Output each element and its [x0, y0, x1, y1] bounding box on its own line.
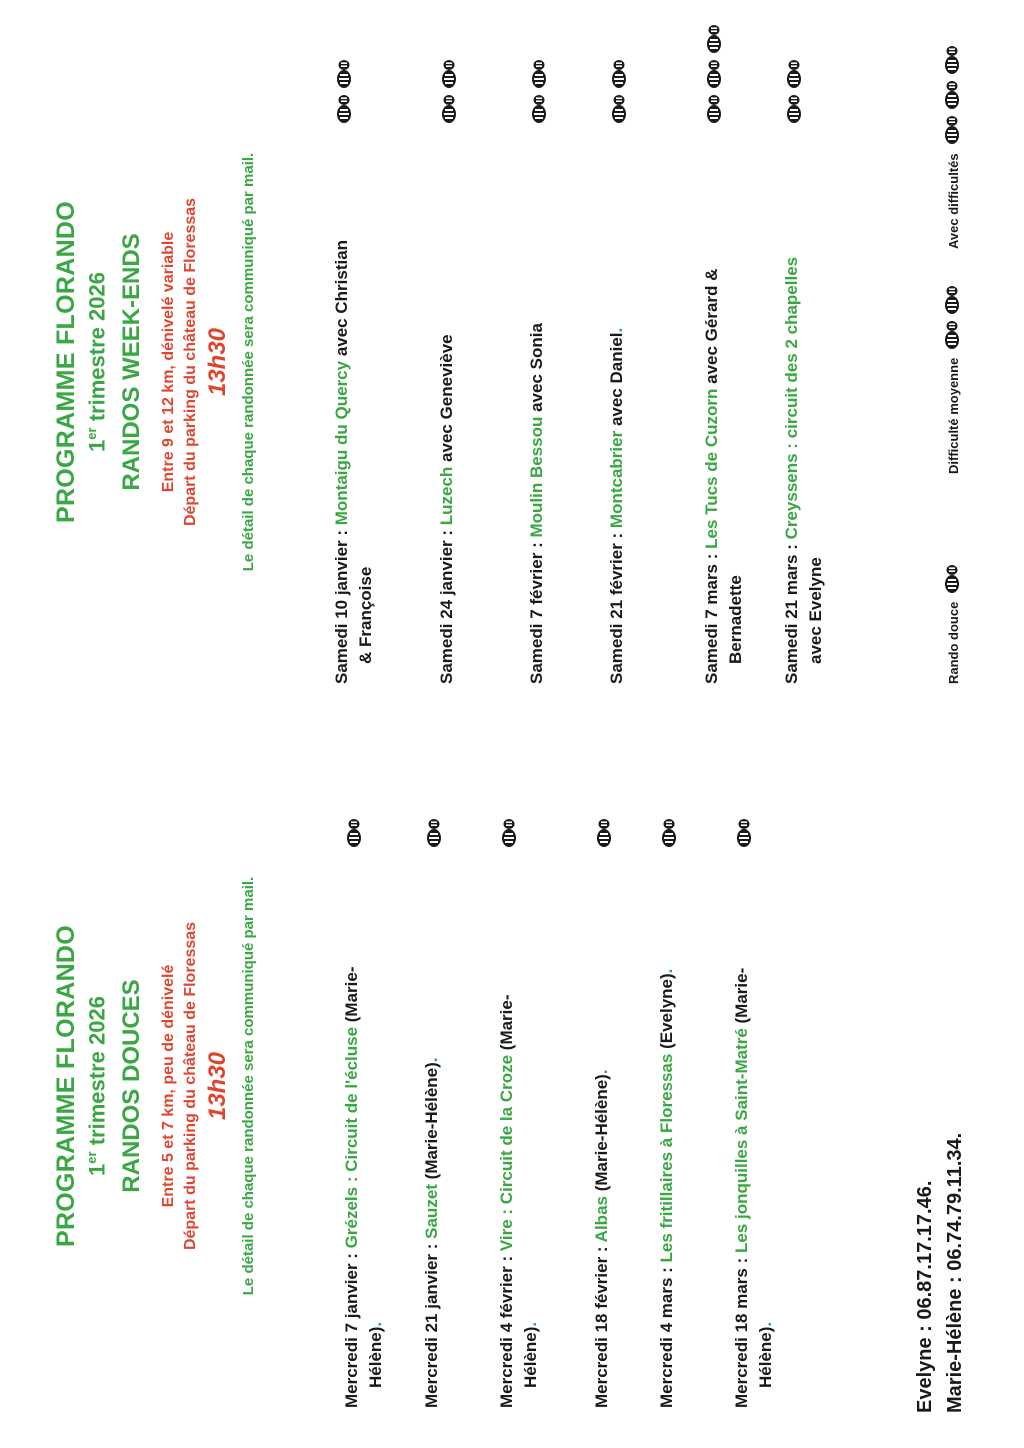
hike-line-2: [364, 868, 388, 1408]
hike-line: [730, 868, 754, 1408]
shoe-print-icon: [437, 94, 461, 124]
hike-place: Creyssens : circuit des 2 chapelles: [782, 256, 801, 540]
hike-leader: avec Sonia: [527, 323, 546, 417]
difficulty-shoes: [732, 813, 761, 848]
shoe-print-icon: [940, 45, 964, 75]
hike-place: Sauzet: [422, 1184, 441, 1239]
hike-leader-cont: Hélène): [756, 1326, 775, 1388]
hike-leader: (Marie-Hélène): [422, 1062, 441, 1185]
hike-leader-cont: & Françoise: [356, 566, 375, 664]
legend-shoes: [940, 280, 967, 350]
hike-line: [340, 868, 364, 1408]
shoe-print-icon: [702, 94, 726, 124]
hike-line-2: [804, 144, 828, 684]
difficulty-shoes: [657, 813, 686, 848]
shoe-print-icon: [782, 94, 806, 124]
hike-place: Les fritillaires à Floressas: [657, 1053, 676, 1263]
hike-leader: avec Christian: [332, 239, 351, 361]
program-title: PROGRAMME FLORANDO: [52, 200, 80, 524]
hike-date: Mercredi 4 mars :: [657, 1262, 676, 1408]
hike-place: Les Tucs de Cuzorn: [702, 388, 721, 549]
contact-evelyne: Evelyne : 06.87.17.17.46.: [914, 1180, 936, 1413]
hike-place: Montcabrier: [607, 430, 626, 529]
hike-date: Mercredi 7 janvier :: [342, 1248, 361, 1408]
contacts: [910, 1133, 970, 1413]
departure-info: Départ du parking du château de Floressas: [182, 921, 199, 1251]
section-heading: RANDOS DOUCES: [118, 979, 145, 1193]
hike-entry: [435, 144, 459, 684]
mail-note: Le détail de chaque randonnée sera communiqué par mail.: [240, 876, 257, 1296]
departure-time: 13h30: [204, 327, 231, 397]
shoe-print-icon: [702, 59, 726, 89]
hike-entry: [525, 144, 549, 684]
distance-info: Entre 5 et 7 km, peu de dénivelé: [160, 964, 177, 1208]
shoe-print-icon: [940, 285, 964, 315]
hike-entry: [340, 868, 388, 1408]
hike-date: Samedi 7 mars :: [702, 548, 721, 684]
hike-entry: [330, 144, 378, 684]
difficulty-shoes: [702, 19, 731, 124]
hike-end: .: [607, 327, 626, 333]
hike-entry: [495, 868, 543, 1408]
hike-entry: [655, 868, 679, 1408]
shoe-print-icon: [332, 94, 356, 124]
shoe-print-icon: [657, 818, 681, 848]
difficulty-shoes: [782, 54, 811, 124]
shoe-print-icon: [422, 818, 446, 848]
hike-leader-cont: Hélène): [366, 1326, 385, 1388]
shoe-print-icon: [940, 320, 964, 350]
hike-entry: [605, 144, 629, 684]
shoe-print-icon: [607, 59, 631, 89]
hike-date: Samedi 24 janvier :: [437, 525, 456, 684]
hike-end: .: [657, 968, 676, 974]
shoe-print-icon: [940, 115, 964, 145]
shoe-print-icon: [782, 59, 806, 89]
difficulty-shoes: [437, 54, 466, 124]
shoe-print-icon: [732, 818, 756, 848]
difficulty-shoes: [592, 813, 621, 848]
hike-line-2: [519, 868, 543, 1408]
hike-line-2: [724, 144, 748, 684]
hike-leader-cont: Bernadette: [726, 575, 745, 664]
hike-date: Samedi 10 janvier :: [332, 525, 351, 684]
difficulty-shoes: [332, 54, 361, 124]
hike-leader: avec Daniel: [607, 332, 626, 431]
legend-easy: [940, 559, 967, 684]
shoe-print-icon: [342, 818, 366, 848]
hike-leader-cont: avec Evelyne: [806, 557, 825, 664]
hike-entry: [780, 144, 828, 684]
hike-line: [590, 868, 614, 1408]
shoe-print-icon: [592, 818, 616, 848]
shoe-print-icon: [940, 80, 964, 110]
hike-place: Montaigu du Quercy: [332, 360, 351, 526]
shoe-print-icon: [527, 59, 551, 89]
hike-line-2: [754, 868, 778, 1408]
hike-place: Luzech: [437, 466, 456, 526]
difficulty-shoes: [422, 813, 451, 848]
shoe-print-icon: [437, 59, 461, 89]
hike-leader: (Evelyne): [657, 973, 676, 1054]
hike-date: Mercredi 4 février :: [497, 1251, 516, 1408]
shoe-print-icon: [527, 94, 551, 124]
hike-date: Samedi 21 mars :: [782, 539, 801, 684]
hike-place: Albas: [592, 1196, 611, 1243]
hike-line: [780, 144, 804, 684]
hike-end: .: [521, 1321, 540, 1327]
hike-place: Grézels : Circuit de l'écluse: [342, 1026, 361, 1249]
hike-line-2: [354, 144, 378, 684]
difficulty-shoes: [527, 54, 556, 124]
hike-line: [330, 144, 354, 684]
hike-place: Les jonquilles à Saint-Matré: [732, 1028, 751, 1254]
program-subtitle: 1er trimestre 2026: [84, 996, 110, 1176]
legend-hard: [940, 40, 967, 249]
hike-date: Mercredi 21 janvier :: [422, 1238, 441, 1408]
hike-date: Mercredi 18 février :: [592, 1242, 611, 1408]
departure-info: Départ du parking du château de Floressas: [182, 197, 199, 527]
hike-entry: [420, 868, 444, 1408]
legend-label: Rando douce: [946, 601, 961, 684]
hike-end: .: [422, 1057, 441, 1063]
legend-shoes: [940, 40, 967, 145]
hike-line: [525, 144, 549, 684]
hike-leader: (Marie-: [497, 994, 516, 1055]
hike-date: Samedi 21 février :: [607, 528, 626, 684]
mail-note: Le détail de chaque randonnée sera communiqué par mail.: [240, 152, 257, 572]
shoe-print-icon: [940, 564, 964, 594]
column-randos-douces: [0, 724, 1024, 1448]
hike-end: .: [366, 1321, 385, 1327]
hike-date: Mercredi 18 mars :: [732, 1253, 751, 1408]
hike-place: Moulin Bessou: [527, 416, 546, 538]
hike-line: [435, 144, 459, 684]
program-subtitle: 1er trimestre 2026: [84, 272, 110, 452]
legend-medium: [940, 280, 967, 474]
hike-leader: (Marie-Hélène): [592, 1074, 611, 1197]
difficulty-shoes: [342, 813, 371, 848]
hike-line: [420, 868, 444, 1408]
hike-leader: (Marie-: [342, 966, 361, 1027]
hike-leader: avec Gérard &: [702, 268, 721, 389]
hike-place: Vire : Circuit de la Croze: [497, 1054, 516, 1252]
hike-end: .: [756, 1321, 775, 1327]
shoe-print-icon: [702, 24, 726, 54]
departure-time: 13h30: [204, 1051, 231, 1121]
contact-marie-helene: Marie-Hélène : 06.74.79.11.34.: [944, 1132, 966, 1413]
hike-leader: (Marie-: [732, 967, 751, 1029]
difficulty-shoes: [497, 813, 526, 848]
hike-entry: [700, 144, 748, 684]
difficulty-shoes: [607, 54, 636, 124]
hike-entry: [730, 868, 778, 1408]
section-heading: RANDOS WEEK-ENDS: [118, 233, 145, 491]
hike-entry: [590, 868, 614, 1408]
legend-label: Difficulté moyenne: [946, 357, 961, 474]
hike-line: [700, 144, 724, 684]
legend-label: Avec difficultés: [946, 153, 961, 249]
distance-info: Entre 9 et 12 km, dénivelé variable: [160, 231, 177, 493]
program-title: PROGRAMME FLORANDO: [52, 924, 80, 1248]
hike-leader: avec Geneviève: [437, 334, 456, 467]
hike-date: Samedi 7 février :: [527, 537, 546, 684]
hike-line: [605, 144, 629, 684]
hike-line: [655, 868, 679, 1408]
shoe-print-icon: [332, 59, 356, 89]
hike-end: .: [592, 1069, 611, 1075]
hike-line: [495, 868, 519, 1408]
shoe-print-icon: [497, 818, 521, 848]
shoe-print-icon: [607, 94, 631, 124]
hike-leader-cont: Hélène): [521, 1326, 540, 1388]
legend-shoes: [940, 559, 967, 594]
